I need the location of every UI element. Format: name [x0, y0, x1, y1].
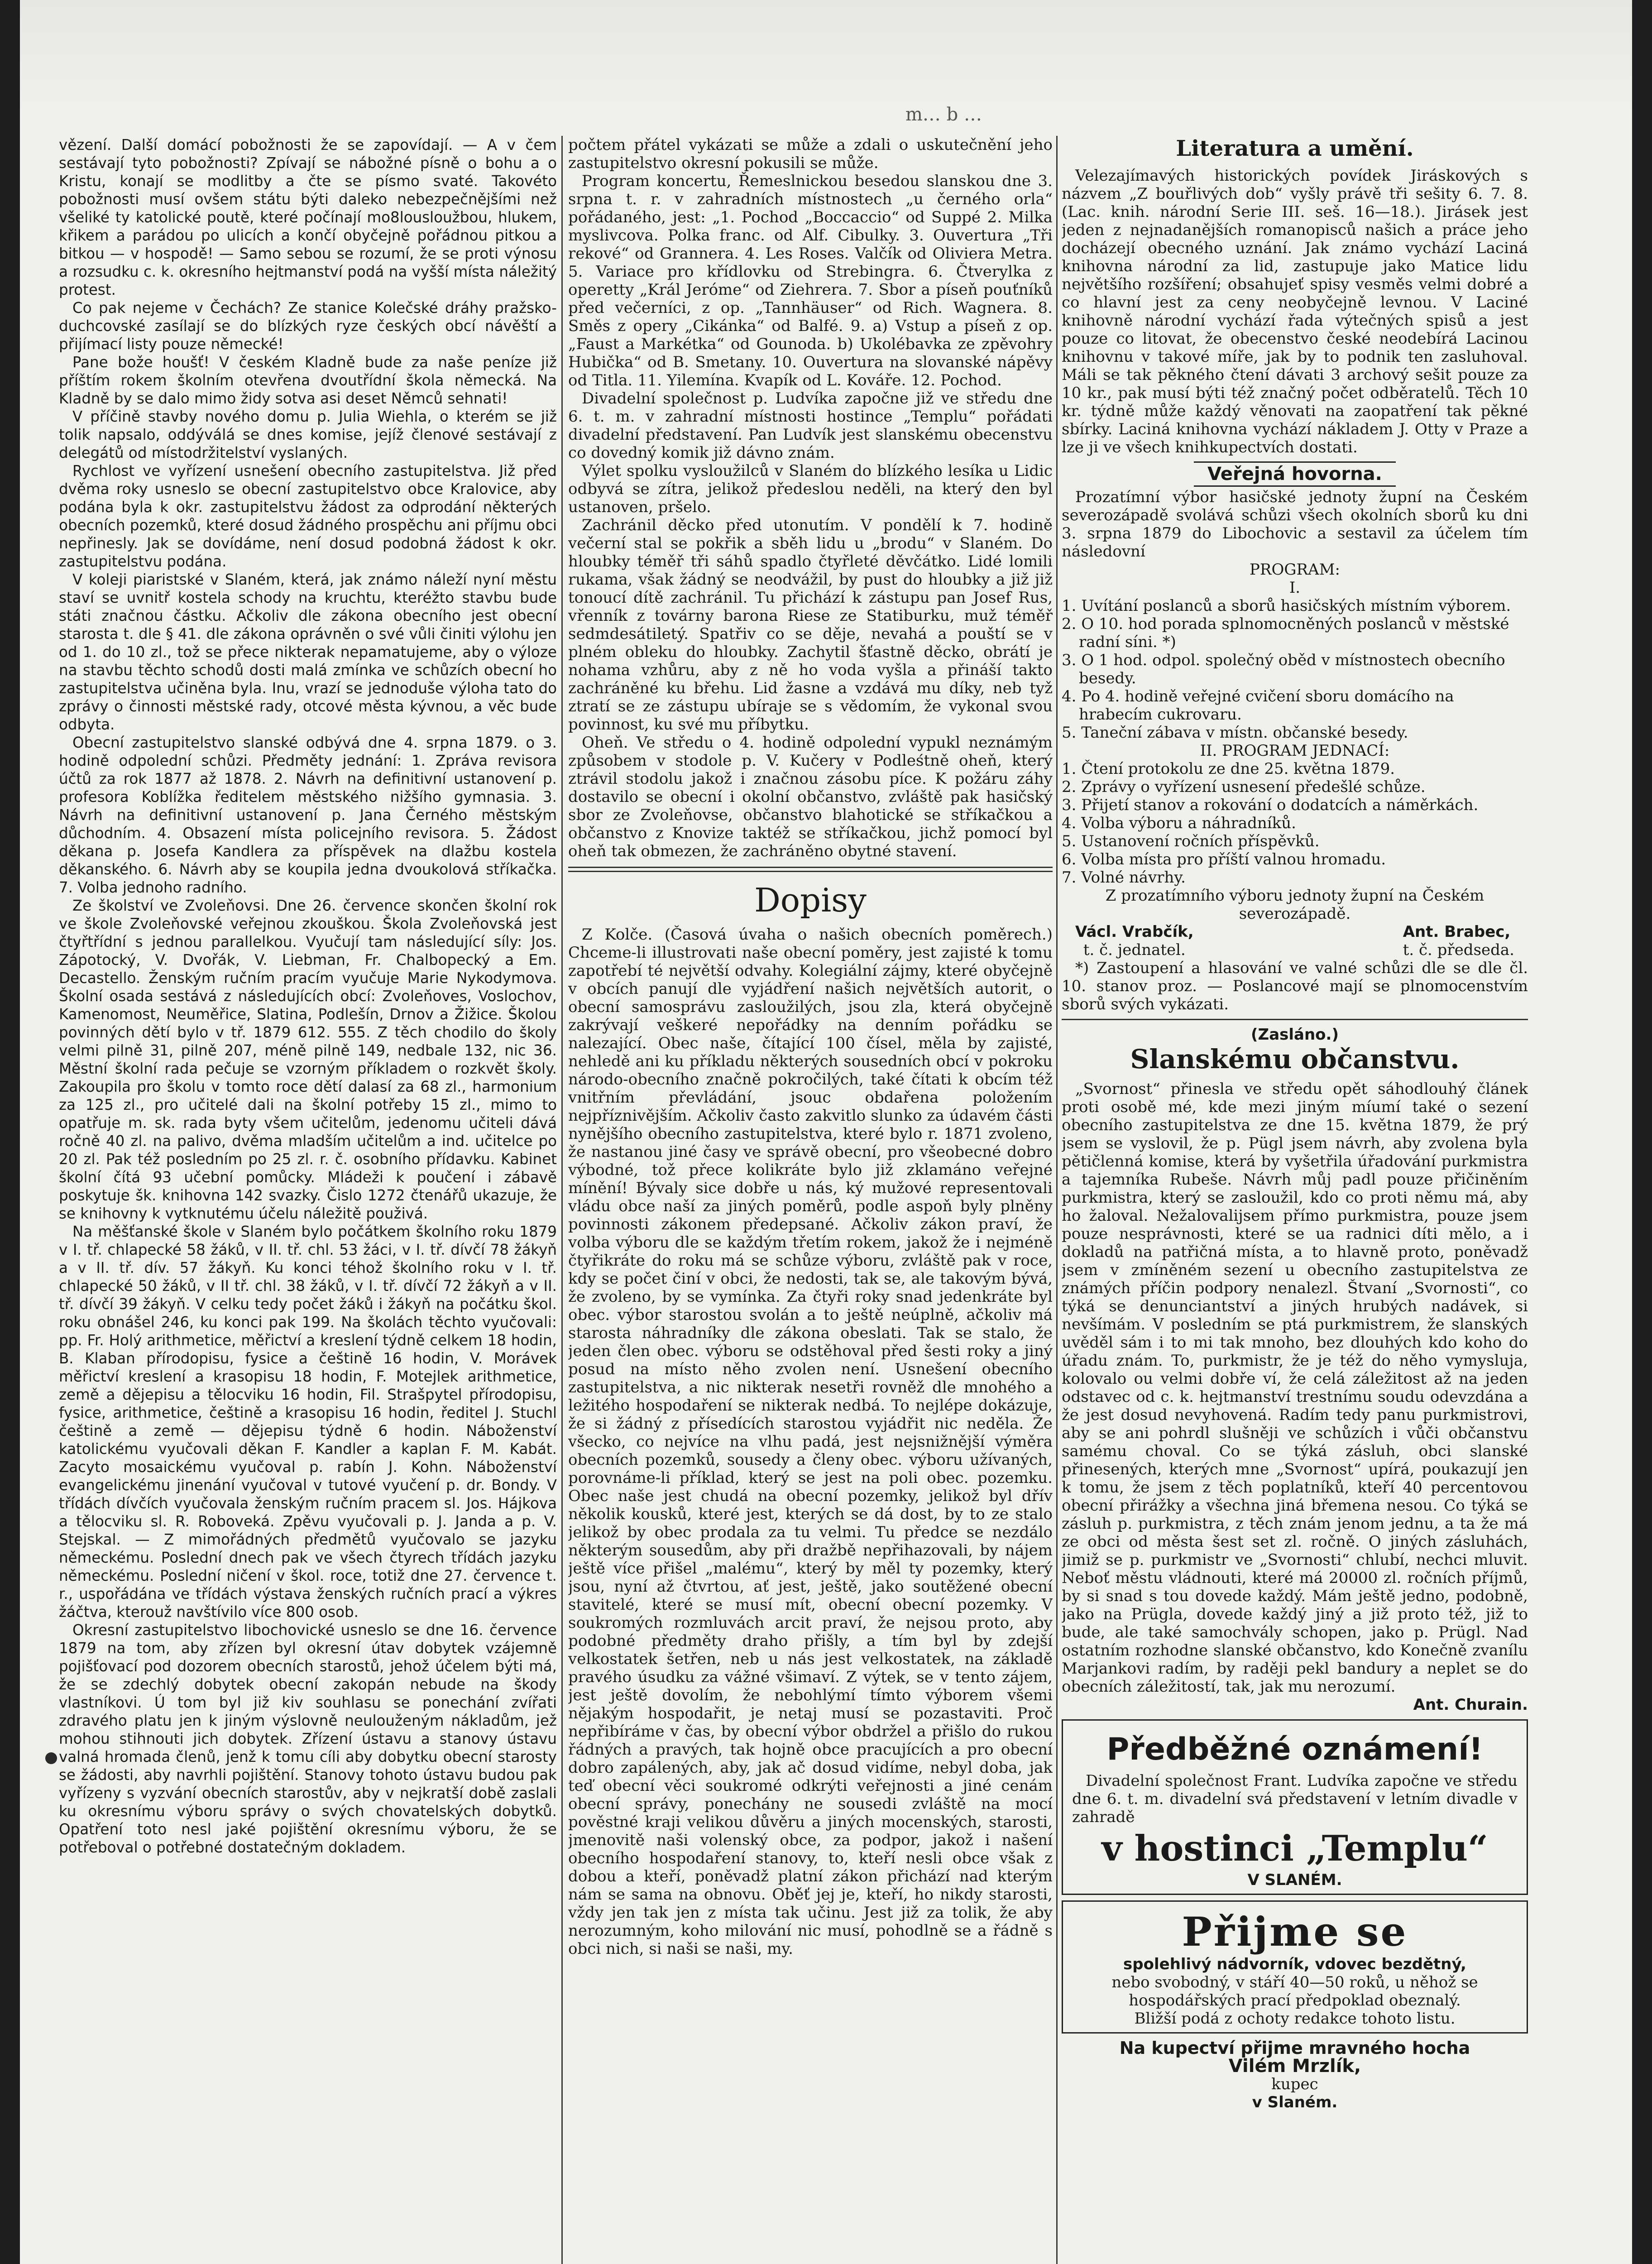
signatures — [1062, 923, 1528, 959]
article-paragraph: Obecní zastupitelstvo slanské odbývá dne 4. srpna 1879. o 3. hodině odpolední schůzi. Předměty jednání: 1. Zpráva revisora účtů za rok 1877 až 1878. 2. Návrh na definitivní ustanovení p. profesora Koblížka ředitelem městského nižšího gymnasia. 3. Návrh na definitivní ustanovení p. Jana Černého městským důchodním. 4. Obsazení místa policejního revisora. 5. Žádost děkana p. Josefa Kandlera za příspěvek na dlažbu kostela děkanského. 6. Návrh aby se koupila jedna dvoukolová stříkačka. 7. Volba jednoho radního. — [59, 734, 557, 896]
program-footer: Z prozatímního výboru jednoty župní na Českém severozápadě. — [1105, 887, 1484, 923]
advertisement-nadvornik — [1062, 1900, 1528, 2034]
program-section-1: I. — [1289, 579, 1301, 597]
ad-name: Vilém Mrzlík, — [1228, 2056, 1361, 2077]
punch-hole — [45, 1752, 57, 1764]
section-divider — [1062, 1019, 1528, 1020]
scan-edge-left — [0, 0, 20, 2264]
ad-title: Předběžné oznámení! — [1106, 1732, 1483, 1767]
article-paragraph: Velezajímavých historických povídek Jiráskových s názvem „Z bouřlivých dob“ vyšly právě tři sešity 6. 7. 8. (Lac. knih. národní Serie III. seš. 16—18.). Jirásek jest jeden z nejnadanějších romanopisců našich a práce jeho docházejí obecného uznání. Jak známo vychází Laciná knihovna národní za lid, zastupuje jako Matice lidu největšího rozšíření; obsahujeť spisy vesměs velmi dobré a co hlavní jest za ceny neobyčejně levnou. V Laciné knihovně národní vychází řada výtečných spisů a jest pouze co litovat, že obecenstvo české neodebírá Lacinou knihovnu v takové míře, jak by to podnik ten zasluhoval. Máli se tak pěkného čtení dávati 3 archový sešit pouze za 10 kr., pak musí býti též značný počet odběratelů. Těch 10 kr. týdně může každý věnovati na zaopatření tak pěkné sbírky. Laciná knihovna vychází nákladem J. Otty v Praze a lze ji ve všech knihkupectvích dostati. — [1062, 167, 1528, 456]
list-item: 3. O 1 hod. odpol. společný oběd v místnostech obecního besedy. — [1062, 651, 1505, 687]
list-item: 1. Uvítání poslanců a sborů hasičských místním výborem. — [1062, 597, 1511, 615]
article-paragraph: Na měšťanské škole v Slaném bylo počátkem školního roku 1879 v I. tř. chlapecké 58 žáků, v II. tř. chl. 53 žáci, v I. tř. dívčí 78 žákyň a v II. tř. dív. 57 žákyň. Ku konci téhož školního roku v I. tř. chlapecké 50 žáků, v II tř. chl. 38 žáků, v I. tř. dívčí 72 žákyň a v II. tř. dívčí 39 žákyň. V celku tedy počet žáků i žákyň na počátku škol. roku obnášel 246, ku konci pak 199. Na školách těchto vyučovali: pp. Fr. Holý arithmetice, měřictví a kreslení týdně celkem 18 hodin, B. Klaban přírodopisu, fysice a češtině 16 hodin, V. Morávek měřictví kreslení a krasopisu 18 hodin, F. Motejlek arithmetice, země a dějepisu a tělocviku 16 hodin, Fil. Strašpytel přírodopisu, fysice, arithmetice, češtině a krasopisu 16 hodin, ředitel J. Stuchl češtině a země — dějepisu týdně 6 hodin. Náboženství katolickému vyučovali děkan F. Kandler a kaplan F. M. Kabát. Zacyto mosaickému vyučoval p. rabín J. Kohn. Náboženství evangelickému jinenání vyučoval v tutové vyučení p. dr. Bondy. V třídách dívčích vyučovala ženským ručním pracem sl. Jos. Hájkova a tělocviku sl. R. Roboveká. Zpěvu vyučovali p. J. Janda a p. V. Stejskal. — Z mimořádných předmětů vyučovalo se jazyku německému. Poslední dnech pak ve všech čtyrech třídách jazyku německému. Poslední ničení v škol. roce, totiž dne 27. července t. r., uspořádána ve třídách výstava ženských ručních prací a výkres žáčtva, kterouž navštívilo více 800 osob. — [59, 1223, 557, 1621]
section-title-dopisy: Dopisy — [754, 881, 867, 919]
section-title-hovorna — [1062, 464, 1528, 484]
section-title-obcanstvu: Slanskému občanstvu. — [1130, 1044, 1460, 1074]
advertisement-kupectvi — [1062, 2039, 1528, 2111]
ad-venue: v hostinci „Templu“ — [1101, 1828, 1488, 1869]
column-middle — [568, 136, 1053, 2264]
program-section-2: II. PROGRAM JEDNACÍ: — [1200, 742, 1390, 760]
ad-note: Bližší podá z ochoty redakce tohoto listu. — [1134, 2010, 1456, 2028]
article-paragraph: V příčině stavby nového domu p. Julia Wiehla, o kterém se již tolik napsalo, oddýválá se dnes komise, jejíž členové sestávají z delegátů od místodržitelství vyslaných. — [59, 408, 557, 461]
article-paragraph: „Svornost“ přinesla ve středu opět sáhodlouhý článek proti osobě mé, kde mezi jiným míumí také o sezení obecního zastupitelstva ze dne 15. května 1879, že prý jsem se vyslovil, že p. Pügl jsem návrh, aby zvolena byla pětičlenná komise, která by vyšetřila úřadování purkmistra a tajemníka Rubeše. Návrh můj padl pouze přičiněním purkmistra, který se zasloužil, kdo co proti němu má, aby ho žaloval. Nežalovalijsem přímo purkmistra, pouze jsem pouze nesprávnosti, které se ua radnici díti mělo, a i dokladů na patřičná místa, a to hlavně proto, poněvadž jsem v zmíněném sezení u obecního zastupitelstva ze známých příčin podpory nenalezl. Štvaní „Svornosti“, co týká se denunciantství a jiných hrubých nadávek, si nevšímám. V posledním se ptá purkmistrem, že slanských uvěděl sám i to mi tak mnoho, bez dlouhých kdo koho do úřadu znám. To, purkmistr, že je též do něho vymysluja, kolovalo ou velmi dobře ví, že celá záležitost až na jeden odstavec od c. k. hejtmanství trestnímu soudu odevzdána a že jest dosud nevyhovená. Radím tedy panu purkmistrovi, aby se ani pohrdl slušněji ve schůzích i vůči občanstvu samému choval. Co se týká zásluh, obci slanské přinesených, kterých mne „Svornost“ upírá, poukazují jen k tomu, že jsem z těch poplatníků, kteří 40 percentovou obecní přirážky a všechna jiná břemena nesou. Co týká se zásluh p. purkmistra, z těch znám jenom jednu, a ta že má ze obci od města šest set zl. ročně. O jiných zásluhách, jimiž se p. purkmistr ve „Svornosti“ chlubí, nechci mluvit. Neboť městu vládnouti, které má 20000 zl. ročních příjmů, by si snad s tou dovede každý. Mám ještě jedno, podobně, jako na Prügla, dovede každý jiný a již proto též, již to bude, ale také samochvály schopen, jako p. Prügl. Nad ostatním rozhodne slanské občanstvo, kdo Konečně zvanílu Marjankovi radím, by raději pekl bandury a neplet se do obecních záležitostí, tak, jak mu nerozumí. — [1062, 1080, 1528, 1696]
article-paragraph: vězení. Další domácí pobožnosti že se zapovídají. — A v čem sestávají tyto pobožnosti? Zpívají se nábožné písně o bohu a o Kristu, konají se modlitby a čte se písmo svaté. Takovéto pobožnosti musí ovšem státu býti daleko nebezpečnějšími než všeliké ty katolické poutě, které počínají mo8lousloužbou, hlukem, křikem a parádou po ulicích a končí obyčejně pořádnou pitkou a bitkou — v hospodě! — Samo sebou se rozumí, že se proti výnosu a rozsudku c. k. okresního hejtmanství podá na vyšší místa náležitý protest. — [59, 136, 557, 298]
signature-left — [1075, 923, 1194, 959]
list-item: 6. Volba místa pro příští valnou hromadu. — [1062, 850, 1386, 868]
article-paragraph: Rychlost ve vyřízení usnešení obecního zastupitelstva. Již před dvěma roky usneslo se obecní zastupitelstvo obce Kralovice, aby podána byla k okr. zastupitelstvu žádost za odprodání některých obecních pozemků, které dosud žádného prospěchu ani příjmu obci nepřinesly. Jak se dovídáme, není dosud podobná žádost k okr. zastupitelstvu podána. — [59, 462, 557, 570]
ad-head: Na kupectví přijme mravného hocha — [1119, 2038, 1470, 2058]
article-paragraph: Oheň. Ve středu o 4. hodině odpolední vypukl neznámým způsobem v stodole p. V. Kučery v Podleśtně oheň, který ztrávil stodolu jakož i značnou zásobu píce. K požáru záhy dostavilo se obecní i okolní občanstvo, zvláště pak hasičský sbor ze Zvoleňovse, občanstvo blahotické se stříkačkou a občanstvo z Knovize taktéž se stříkačkou, jichž pomocí byl oheň tak obmezen, že zachráněno obytné stavení. — [568, 734, 1053, 860]
advertisement-divadlo — [1062, 1719, 1528, 1895]
article-paragraph: Program koncertu, Řemeslnickou besedou slanskou dne 3. srpna t. r. v zahradních místnostech „u černého orla“ pořádaného, jest: „1. Pochod „Boccaccio“ od Suppé 2. Milka myslivcova. Polka franc. od Alf. Cibulky. 3. Ouvertura „Tři rekové“ od Grannera. 4. Les Roses. Valčík od Oliviera Metra. 5. Variace pro křídlovku od Strebingra. 6. Čtverylka z operetty „Král Jeróme“ od Ziehrera. 7. Sbor a píseň pouťníků před večerníci, z op. „Tannhäuser“ od Rich. Wagnera. 8. Směs z opery „Cikánka“ od Balfé. 9. a) Vstup a píseň z op. „Faust a Markétka“ od Gounoda. b) Ukolébavka ze zpěvohry Hubička“ od B. Smetany. 10. Ouvertura na slovanské nápěvy od Titla. 11. Yilemína. Kvapík od L. Kováře. 12. Pochod. — [568, 172, 1053, 389]
signature-name: Václ. Vrabčík, — [1075, 923, 1194, 941]
ad-place: v Slaném. — [1252, 2093, 1338, 2111]
article-paragraph: V koleji piaristské v Slaném, která, jak známo náleží nyní městu staví se uvnitř kostela schody na kruchtu, kteréžto stavbu bude státi značnou částku. Ačkoliv dle zákona obecního jest obecní starosta t. dle § 41. dle zákona oprávněn o své vůli činiti výlohu jen od 1. do 10 zl., tož se přece nikterak nepamatujeme, aby o výloze na stavbu těchto schodů dosti malá zmínka ve schůzích obecní ho zastupitelstva učiněna byla. Inu, vrazí se jednoduše výloha tato do zprávy o činnosti městské rady, otcové města kývnou, a věc bude odbyta. — [59, 571, 557, 733]
article-paragraph: Co pak nejeme v Čechách? Ze stanice Kolečské dráhy pražsko-duchcovské zasílají se do blízkých ryze českých obcí návěští a přijímací listy pouze německé! — [59, 299, 557, 353]
signature-role: t. č. jednatel. — [1083, 941, 1186, 959]
signature-right — [1403, 923, 1514, 959]
article-paragraph: Zachránil děcko před utonutím. V pondělí k 7. hodině večerní stal se pokřik a sběh lidu u „brodu“ v Slaném. Do hloubky téměř tři sáhů spadlo čtyřleté děvčátko. Lidé lomili rukama, však žádný se neodvážil, by pust do hloubky a již již tonoucí dítě zachránil. Tu přichází k zástupu pan Josef Rus, vřenník z továrny barona Riese ze Statiburku, muž téměř sedmdesátiletý. Spatřiv co se děje, nevahá a pouští se v plném obleku do hloubky. Zachytil šťastně děcko, obrátí je nohama vzhůru, aby z ně ho voda vyšla a přináší takto zachráněné ku břehu. Lid žasne a vzdává mu díky, neb tyž ztratí se ze zástupu ubíraje se s vědomím, že vykonal svou povinnost, ku své mu příbytku. — [568, 516, 1053, 734]
ad-text: Divadelní společnost Frant. Ludvíka započne ve středu dne 6. t. m. divadelní svá představení v letním divadle v zahradě — [1072, 1772, 1518, 1826]
program-list-2 — [1062, 760, 1528, 887]
section-title-literatura: Literatura a umění. — [1176, 136, 1414, 161]
list-item: 2. Zprávy o vyřízení usnesení předešlé schůze. — [1062, 778, 1426, 796]
article-paragraph: Okresní zastupitelstvo libochovické usneslo se dne 16. července 1879 na tom, aby zřízen byl okresní útav dobytek vzájemně pojišťovací pod dozorem obecních starostů, jehož účelem býti má, že se zdechlý dobytek obecní zakopán nebude na škody vlastníkovi. Ú tom byl již kiv souhlasu se ponechání zvířati zdravého platu jen k jiným výslovně neulouženým nákladům, jež mohou stihnouti jich dobytek. Zřízení ústavu a stanovy ústavu valná hromada členů, jenž k tomu cíli aby dobytku obecní starosty se žádosti, aby navrhli pojištění. Stanovy tohoto ústavu budou pak vyřízeny s vyzvání obecních starostův, aby v nejkratší době zaslali ku okresnímu výboru správy o svých chovatelských dobytků. Opatření toto nesl jaké pojištění okresnímu výboru, že se potřeboval o potřebné dostatečným dokladem. — [59, 1621, 557, 1856]
program-title: PROGRAM: — [1250, 561, 1340, 579]
ad-subtitle: spolehlivý nádvorník, vdovec bezdětný, — [1123, 1955, 1466, 1973]
list-item: 5. Ustanovení ročních příspěvků. — [1062, 832, 1320, 850]
column-left — [59, 136, 557, 2264]
section-divider — [568, 867, 1053, 872]
ad-title: Přijme se — [1182, 1908, 1408, 1955]
ad-role: kupec — [1271, 2075, 1318, 2093]
list-item: 7. Volné návrhy. — [1062, 868, 1186, 887]
list-item: 4. Po 4. hodině veřejné cvičení sboru domácího na hrabecím cukrovaru. — [1062, 687, 1454, 724]
article-paragraph: Ze školství ve Zvoleňovsi. Dne 26. července skončen školní rok ve škole Zvoleňovské veřejnou zkouškou. Škola Zvoleňovská jest čtyřtřídní s jednou parallelkou. Vyučují tam následující síly: Jos. Zápotocký, V. Dvořák, V. Liebman, Fr. Chalbopecký a Em. Decastello. Ženským ručním pracím vyučuje Marie Nykodymova. Školní osada sestává z následujících obcí: Zvoleňoves, Voslochov, Kamenomost, Neuměřice, Slatina, Podlešín, Drnov a Žižice. Školou povinných dětí bylo v tř. 1879 612. 555. Z těch chodilo do školy velmi pilně 31, pilně 207, méně pilně 149, nedbale 132, nic 36. Městní školní rada pečuje se vzorným příkladem o rozkvět školy. Zakoupila pro školu v tomto roce dětí dalasí za 68 zl., harmonium za 125 zl., pro učitelé dali na školní potřeby 15 zl., mimo to opatřuje m. sk. rada byty všem učitelům, jedenomu učiteli dává ročně 40 zl. na palivo, dvěma mladším učitelům a ind. učitelce po 20 zl. Pak též posledním po 25 zl. r. č. osobního přídavku. Kabinet školní čítá 93 učební pomůcky. Mládeži k poučení i zábavě poskytuje šk. knihovna 142 svazky. Čislo 1272 čtenářů ukazuje, že se knihovny k vytknutému účelu náležitě použivá. — [59, 897, 557, 1222]
signature-name: Ant. Brabec, — [1403, 923, 1511, 941]
ad-place: V SLANÉM. — [1247, 1871, 1342, 1889]
column-rule — [561, 136, 563, 2264]
article-signature: Ant. Churain. — [1413, 1696, 1528, 1714]
article-paragraph: Z Kolče. (Časová úvaha o našich obecních poměrech.) Chceme-li illustrovati naše obecní poměry, jest zajisté k tomu zapotřebí té největší odvahy. Kolegiální zájmy, které obyčejně v obcích panují dle vyjádření našich největších autorit, o obecní samosprávu zasloužilých, jsou zla, která obyčejně zakrývají veškeré nepořádky na denním pořádku se nalezající. Obec naše, čítající 100 čísel, měla by zajisté, nehledě ani ku příkladu některých sousedních obcí v pokroku národo-obecního značně pokročilých, také čítati k obcím též vnitřním převládání, jsouc obdařena položením nejpříznivějším. Ačkoliv často zakvitlo slunko za údavém části nynějšího obecního zastupitelstva, které bylo r. 1871 zvoleno, že nastanou jiné časy ve správě obecní, pro všeobecné dobro výbodné, tož přece kolikráte bylo již zklamáno veřejné mínění! Bývaly sice dobře u nás, ký mužové representovali vládu obce naší za jiných poměrů, podle aspoň byly plněny povinnosti zákonem předepsané. Ačkoliv zákon praví, že volba výboru dle se každým třetím rokem, jakož že i nejméně čtyřikráte do roku má se schůze výboru, zvláště pak v roce, kdy se počet činí v obci, že nedosti, tak se, ale takovým bývá, že zvoleno, by se vymínka. Za čtyři roky snad jedenkráte byl obec. výbor starostou svolán a to ještě neúplně, ačkoliv má starosta náhradníky dle zákona obeslati. Tak se stalo, že jeden člen obec. výboru se odstěhoval před šesti roky a jiný posud na místo něho zvolen není. Usnešení obecního zastupitelstva, a nic nikterak nesetři rovněž dle mnohého a ležitého hospodaření se nikterak nedbá. To nejlépe dokázuje, že si žádný z přísedících starostou vyjádřit nic neděla. Že všecko, co nejvíce na vlhu padá, jest nejsnižnější výměra obecních pozemků, sousedy a členy obec. výboru užívaných, porovnáme-li příklad, který se jest na poli obec. pozemku. Obec naše jest chudá na obecní pozemky, jelikož byl dřív několik kousků, které jest, kterých se dá dost, by to ze stalo jelikož by obec prodala za tu velmi. Tu předce se nezdálo některým sousedům, aby při dražbě nepřihazovali, by nájem ještě více přišel „malému“, který by měl ty pozemky, který jsou, nyní až čtvrtou, ať jest, ještě, jako soutěžené obecní stavitelé, které se musí mít, obecní obecní pozemky. V soukromých rozmluvách arcit praví, že nejsou proto, aby podobné předměty draho přišly, a tím byl by zdejší velkostatek šetřen, neb u nás jest velkostatek, na základě pravého úsudku za vážné všimaví. Z výtek, se v tento zájem, jest ještě dovolím, že nebohlýmí tímto výborem všemi nějakým hospodařit, je netaj musí se pozastaviti. Proč nepřibíráme v čas, by obecní výbor obdržel a přišlo do rukou řádných a pravých, tak hojně obce pracujících a pro obecní dobro zapálených, aby, jak ač dosud vidíme, nebyl doba, jak teď obecní věci soukromé odkrýti veřejnosti a jiné cenám obecní správy, ponechány ne sousedi zvláště na mocí pověstné kraji velikou důvěru a jiných mocenských, starosti, jmenovitě naši volenský obce, za podpor, jakož i našení obecního hospodaření stanovy, to, kteří nesli obce však z dobou a kteří, poněvadž platní zákon přichází nad kterým nám se sama na obnovu. Oběť jej je, kteří, ho nikdy starosti, vždy jen tak jen z místa tak učinu. Jest již za tolik, že aby nerozumným, koho milování nic musí, pohodlně se a řádně s obci nich, si naši se naši, my. — [568, 926, 1053, 1958]
list-item: 2. O 10. hod porada splnomocněných poslanců v městské radní síni. *) — [1062, 615, 1509, 651]
list-item: 5. Taneční zábava v místn. občanské besedy. — [1062, 724, 1408, 742]
zaslano-label: (Zasláno.) — [1251, 1026, 1339, 1044]
article-paragraph: počtem přátel vykázati se může a zdali o uskutečnění jeho zastupitelstvo okresní pokusili se může. — [568, 136, 1053, 172]
column-rule — [1056, 136, 1058, 2264]
list-item: 3. Přijetí stanov a rokování o dodatcích a náměrkách. — [1062, 796, 1479, 814]
article-paragraph: Pane bože houšť! V českém Kladně bude za naše peníze již příštím rokem školním otevřena dvoutřídní škola německá. Na Kladně by se dalo mimo židy sotva asi deset Němců sehnati! — [59, 354, 557, 407]
article-paragraph: Prozatímní výbor hasičské jednoty župní na Českém severozápadě svolává schůzi všech okolních sborů ku dni 3. srpna 1879 do Libochovic a sestavil za účelem tím následovní — [1062, 488, 1528, 561]
program-list-1 — [1062, 597, 1528, 742]
list-item: 4. Volba výboru a náhradníků. — [1062, 814, 1296, 832]
article-paragraph: Divadelní společnost p. Ludvíka započne již ve středu dne 6. t. m. v zahradní místnosti hostince „Templu“ pořádati divadelní představení. Pan Ludvík jest slanskému obecenstvu co dovedný komik již dávno znám. — [568, 389, 1053, 462]
scan-edge-right — [1632, 0, 1652, 2264]
article-paragraph: Výlet spolku vysloužilců v Slaném do blízkého lesíka u Lidic odbyvá se zítra, jelikož předeslou neděli, na který den byl ustanoven, pršelo. — [568, 462, 1053, 516]
footnote: *) Zastoupení a hlasování ve valné schůzi dle se dle čl. 10. stanov proz. — Poslancové mají se plnomocenstvím sborů svých vykázati. — [1062, 959, 1528, 1013]
top-mark: m… b … — [905, 104, 982, 125]
signature-role: t. č. předseda. — [1403, 941, 1514, 959]
list-item: 1. Čtení protokolu ze dne 25. května 1879. — [1062, 760, 1395, 778]
column-right — [1062, 136, 1528, 2264]
scan-margin — [20, 0, 1632, 118]
hovorna-title-text: Veřejná hovorna. — [1194, 461, 1396, 487]
ad-text: nebo svobodný, v stáří 40—50 roků, u něhož se hospodářských prací předpoklad obeznalý. — [1111, 1973, 1478, 2010]
